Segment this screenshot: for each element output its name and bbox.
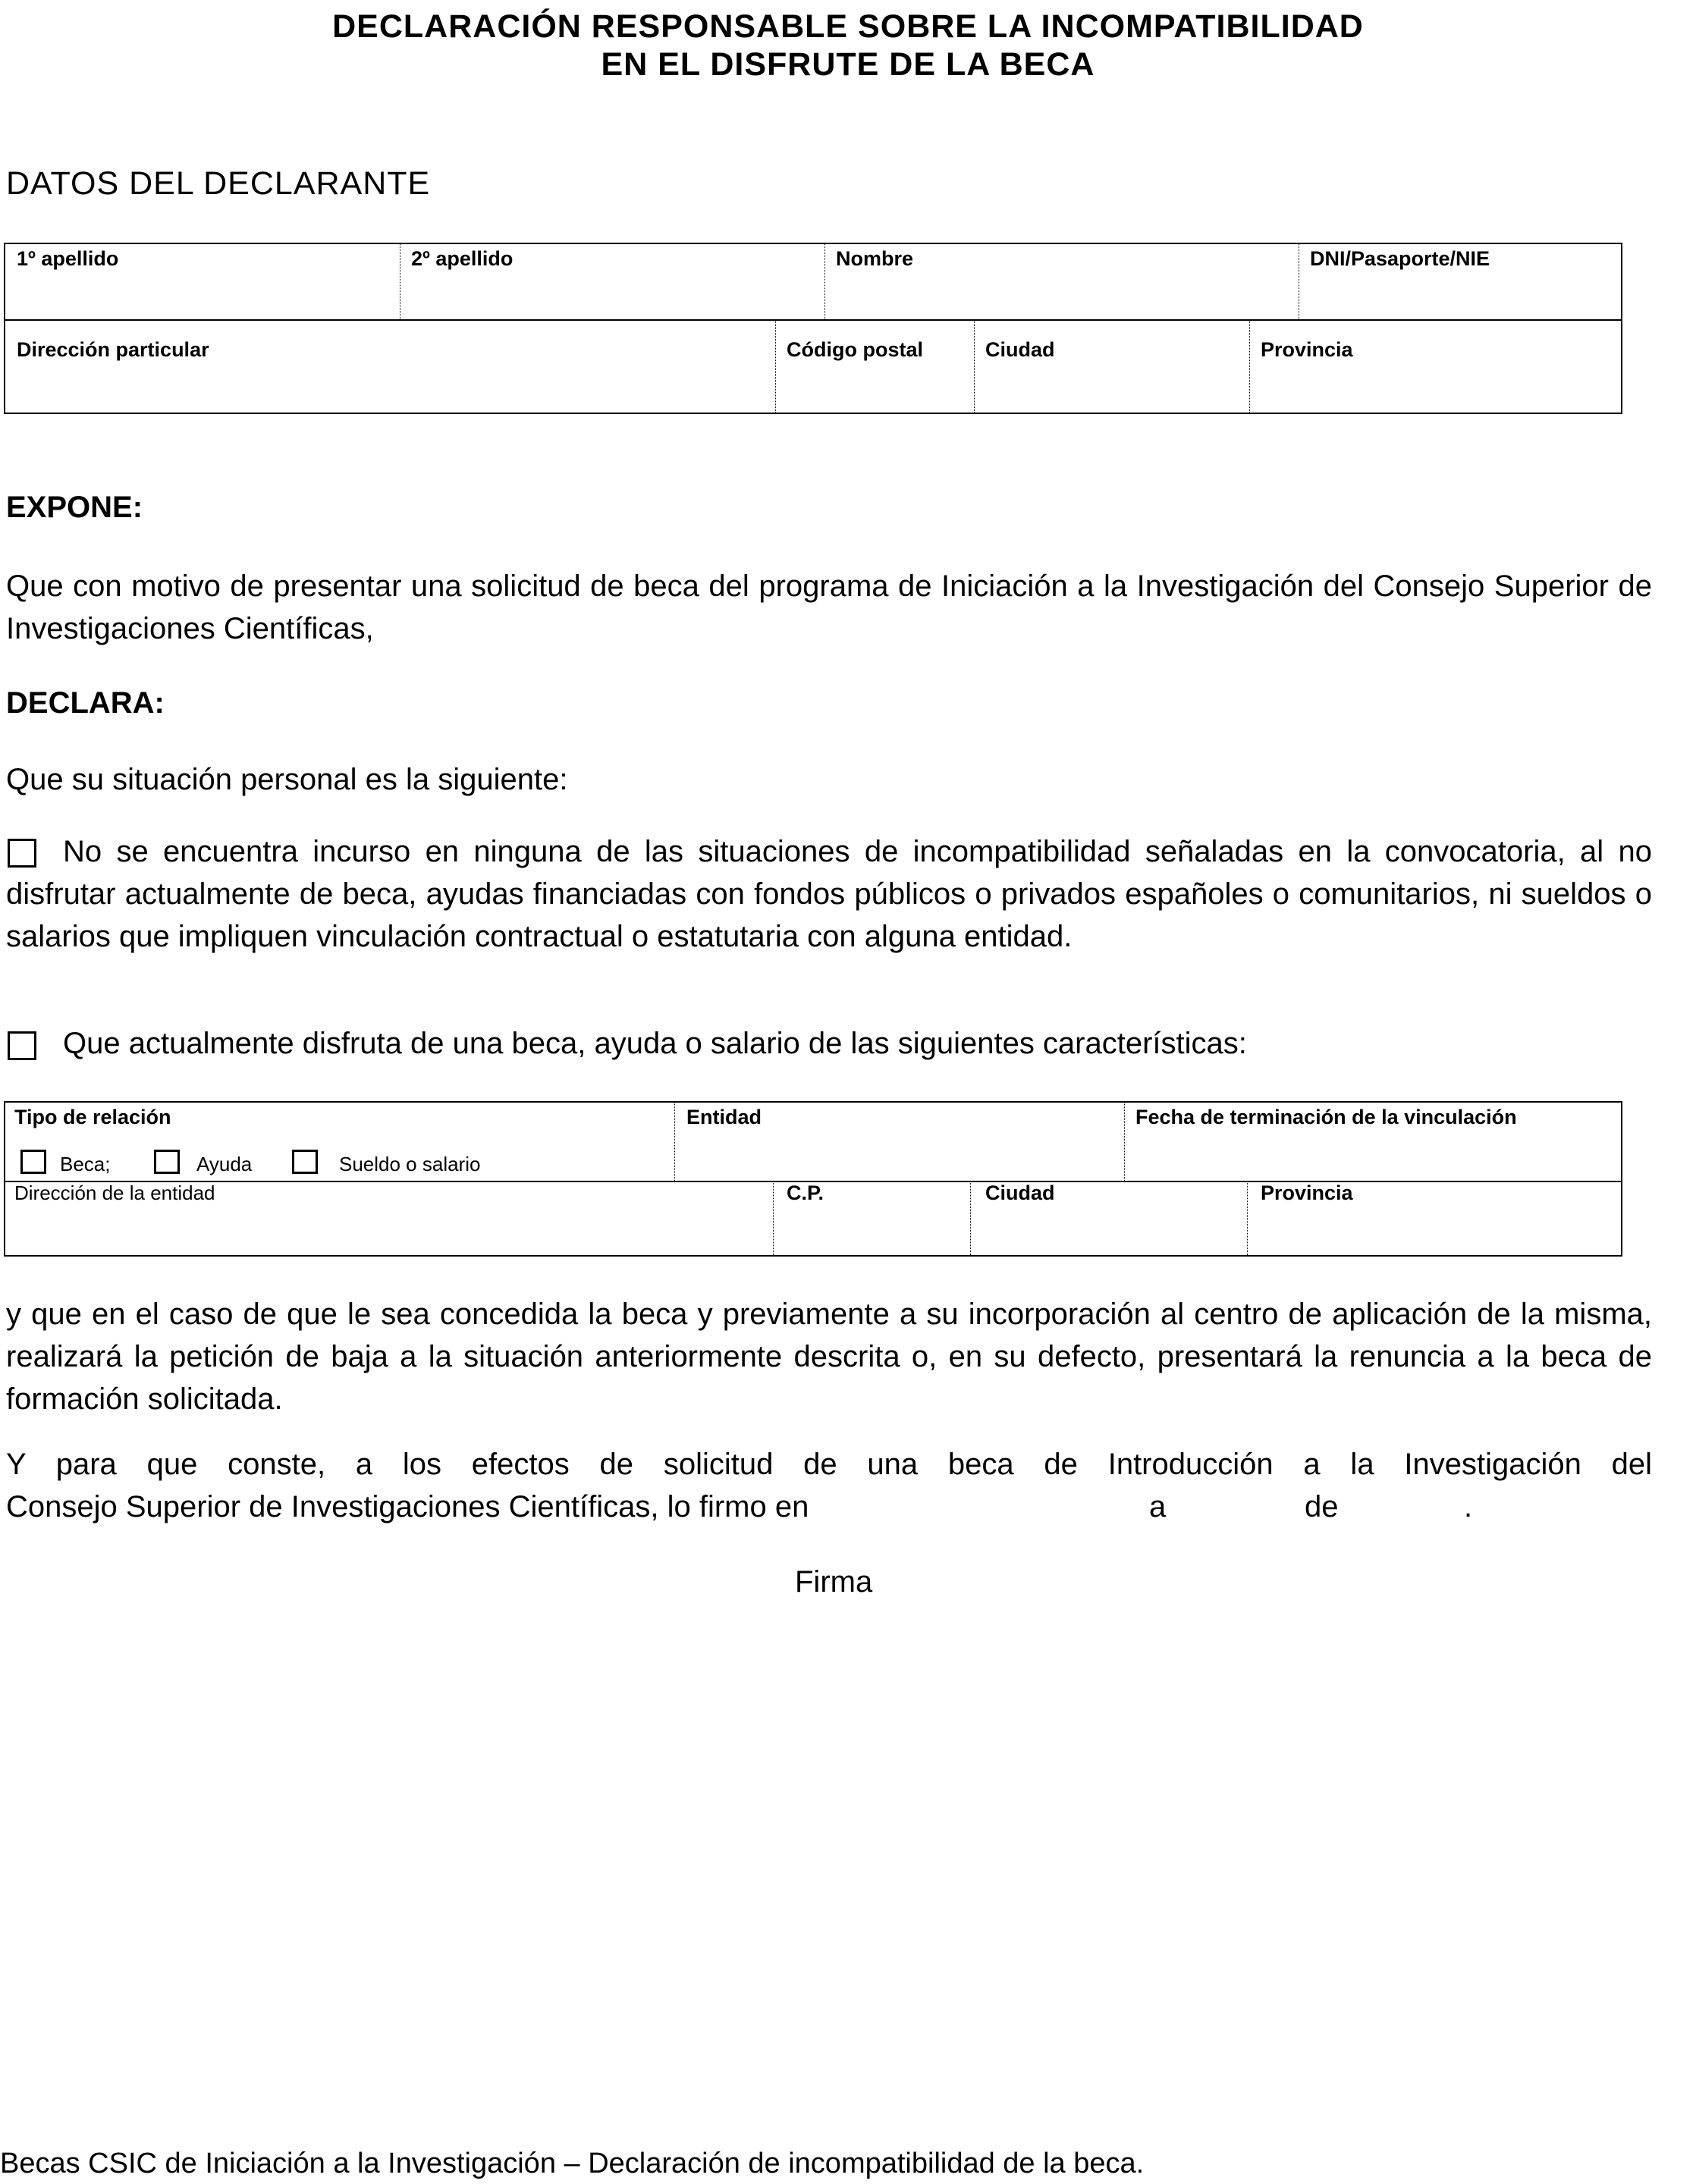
footer-text: Becas CSIC de Iniciación a la Investigación – Declaración de incompatibilidad de la beca. bbox=[0, 2148, 1145, 2179]
ciudad-field[interactable]: Ciudad bbox=[985, 338, 1055, 361]
declarant-heading: DATOS DEL DECLARANTE bbox=[6, 165, 431, 202]
table-divider bbox=[5, 319, 1621, 321]
nombre-field[interactable]: Nombre bbox=[836, 247, 914, 270]
ayuda-checkbox[interactable] bbox=[154, 1150, 180, 1174]
tipo-relacion-label: Tipo de relación bbox=[14, 1106, 171, 1128]
provincia-field[interactable]: Provincia bbox=[1261, 338, 1353, 361]
option1-text: No se encuentra incurso en ninguna de las situaciones de incompatibilidad señaladas en la convocatoria, al no disfrutar actualmente de beca, ayudas financiadas con fondos públicos o privados españoles o comunitarios, ni sueldos o salarios que impliquen vinculación contractual o estatutaria con alguna entidad. bbox=[6, 835, 1652, 953]
sueldo-checkbox[interactable] bbox=[292, 1150, 318, 1174]
direccion-entidad-field[interactable]: Dirección de la entidad bbox=[14, 1181, 215, 1204]
sueldo-label: Sueldo o salario bbox=[339, 1153, 481, 1175]
apellido2-field[interactable]: 2º apellido bbox=[411, 247, 514, 270]
date-a: a bbox=[1149, 1490, 1167, 1523]
beca-label: Beca; bbox=[60, 1153, 111, 1175]
date-de: de bbox=[1305, 1490, 1339, 1523]
option2-text: Que actualmente disfruta de una beca, ayuda o salario de las siguientes características: bbox=[63, 1027, 1247, 1060]
apellido1-field[interactable]: 1º apellido bbox=[17, 247, 119, 270]
dni-field[interactable]: DNI/Pasaporte/NIE bbox=[1310, 247, 1490, 270]
closing-paragraph2-line2: Consejo Superior de Investigaciones Científicas, lo firmo en bbox=[6, 1490, 809, 1523]
signature-label: Firma bbox=[795, 1565, 873, 1599]
document-title-line2: EN EL DISFRUTE DE LA BECA bbox=[601, 46, 1095, 83]
beca-checkbox[interactable] bbox=[20, 1150, 46, 1174]
ciudad-entidad-field[interactable]: Ciudad bbox=[985, 1181, 1055, 1204]
option2-checkbox[interactable] bbox=[8, 1031, 36, 1060]
relation-table bbox=[4, 1101, 1622, 1257]
cp-field[interactable]: C.P. bbox=[787, 1181, 824, 1204]
expone-text: Que con motivo de presentar una solicitud de beca del programa de Iniciación a la Investigación del Consejo Superior de Investigaciones Científicas, bbox=[6, 570, 1652, 645]
ayuda-label: Ayuda bbox=[196, 1153, 253, 1175]
declarant-table bbox=[4, 243, 1622, 414]
declara-heading: DECLARA: bbox=[6, 686, 165, 720]
closing-paragraph1: y que en el caso de que le sea concedida la beca y previamente a su incorporación al centro de aplicación de la misma, realizará la petición de baja a la situación anteriormente descrita o, en su defecto, presentará la renuncia a la beca de formación solicitada. bbox=[6, 1298, 1652, 1416]
provincia-entidad-field[interactable]: Provincia bbox=[1261, 1181, 1353, 1204]
document-title-line1: DECLARACIÓN RESPONSABLE SOBRE LA INCOMPATIBILIDAD bbox=[332, 8, 1364, 45]
fecha-terminacion-field[interactable]: Fecha de terminación de la vinculación bbox=[1135, 1106, 1517, 1128]
date-end: . bbox=[1464, 1490, 1473, 1523]
expone-heading: EXPONE: bbox=[6, 491, 143, 524]
entidad-field[interactable]: Entidad bbox=[686, 1106, 762, 1128]
direccion-field[interactable]: Dirección particular bbox=[17, 338, 209, 361]
codigo-postal-field[interactable]: Código postal bbox=[787, 338, 923, 361]
declara-intro: Que su situación personal es la siguiente: bbox=[6, 763, 568, 796]
closing-paragraph2-line1: Y para que conste, a los efectos de solicitud de una beca de Introducción a la Investigación del bbox=[6, 1448, 1652, 1481]
